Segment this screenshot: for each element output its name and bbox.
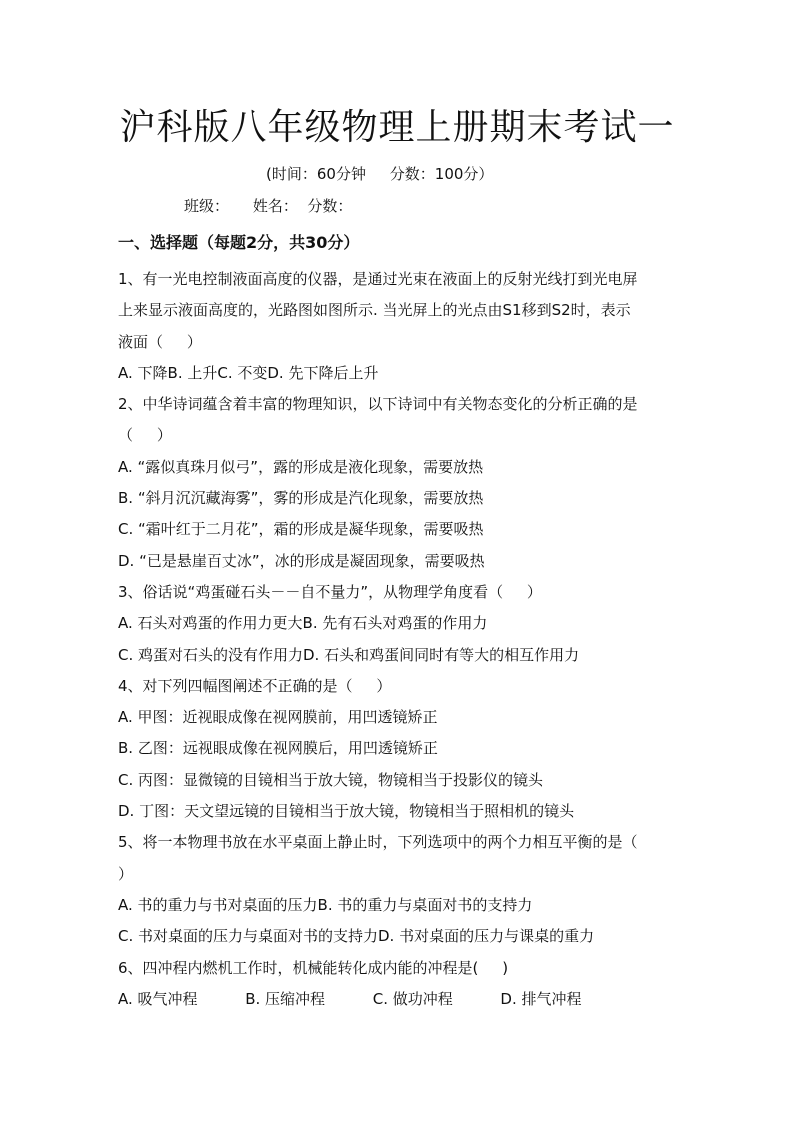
question-stem-line: 1、有一光电控制液面高度的仪器，是通过光束在液面上的反射光线打到光电屏 — [118, 270, 638, 288]
student-fields: 班级： 姓名： 分数： — [184, 197, 353, 215]
question-stem-line: 上来显示液面高度的，光路图如图所示. 当光屏上的光点由S1移到S2时，表示 — [118, 301, 631, 320]
question-option-line: A. 吸气冲程 B. 压缩冲程 C. 做功冲程 D. 排气冲程 — [118, 989, 582, 1008]
question-option-line: C. 鸡蛋对石头的没有作用力D. 石头和鸡蛋间同时有等大的相互作用力 — [118, 645, 580, 664]
question-option-line: B. “斜月沉沉藏海雾”，雾的形成是汽化现象，需要放热 — [118, 489, 484, 508]
question-option-line: C. 书对桌面的压力与桌面对书的支持力D. 书对桌面的压力与课桌的重力 — [118, 927, 595, 946]
exam-meta: (时间：60分钟 分数：100分） — [266, 165, 494, 183]
question-list — [118, 264, 678, 1015]
question-stem-line: （ ） — [118, 426, 172, 445]
question-stem-line: 6、四冲程内燃机工作时，机械能转化成内能的冲程是( ) — [118, 958, 509, 977]
question-stem-line: ） — [118, 864, 134, 883]
question-option-line: C. 丙图：显微镜的目镜相当于放大镜，物镜相当于投影仪的镜头 — [118, 770, 544, 789]
section-heading: 一、选择题（每题2分，共30分） — [118, 233, 360, 252]
question-option-line: A. 下降B. 上升C. 不变D. 先下降后上升 — [118, 363, 379, 382]
question-stem-line: 液面（ ） — [118, 332, 202, 351]
question-option-line: B. 乙图：远视眼成像在视网膜后，用凹透镜矫正 — [118, 739, 438, 758]
question-option-line: A. “露似真珠月似弓”，露的形成是液化现象，需要放热 — [118, 457, 484, 476]
question-stem-line: 5、将一本物理书放在水平桌面上静止时，下列选项中的两个力相互平衡的是（ — [118, 833, 638, 852]
question-stem-line: 3、俗话说“鸡蛋碰石头－－自不量力”，从物理学角度看（ ） — [118, 582, 542, 601]
question-option-line: C. “霜叶红于二月花”，霜的形成是凝华现象，需要吸热 — [118, 520, 484, 539]
question-option-line: A. 甲图：近视眼成像在视网膜前，用凹透镜矫正 — [118, 708, 438, 727]
question-stem-line: 2、中华诗词蕴含着丰富的物理知识，以下诗词中有关物态变化的分析正确的是 — [118, 395, 638, 414]
question-option-line: A. 书的重力与书对桌面的压力B. 书的重力与桌面对书的支持力 — [118, 895, 533, 914]
question-option-line: D. 丁图：天文望远镜的目镜相当于放大镜，物镜相当于照相机的镜头 — [118, 802, 575, 821]
question-option-line: D. “已是悬崖百丈冰”，冰的形成是凝固现象，需要吸热 — [118, 551, 485, 570]
question-option-line: A. 石头对鸡蛋的作用力更大B. 先有石头对鸡蛋的作用力 — [118, 614, 488, 633]
question-stem-line: 4、对下列四幅图阐述不正确的是（ ） — [118, 676, 392, 695]
page-title: 沪科版八年级物理上册期末考试一 — [119, 107, 675, 148]
